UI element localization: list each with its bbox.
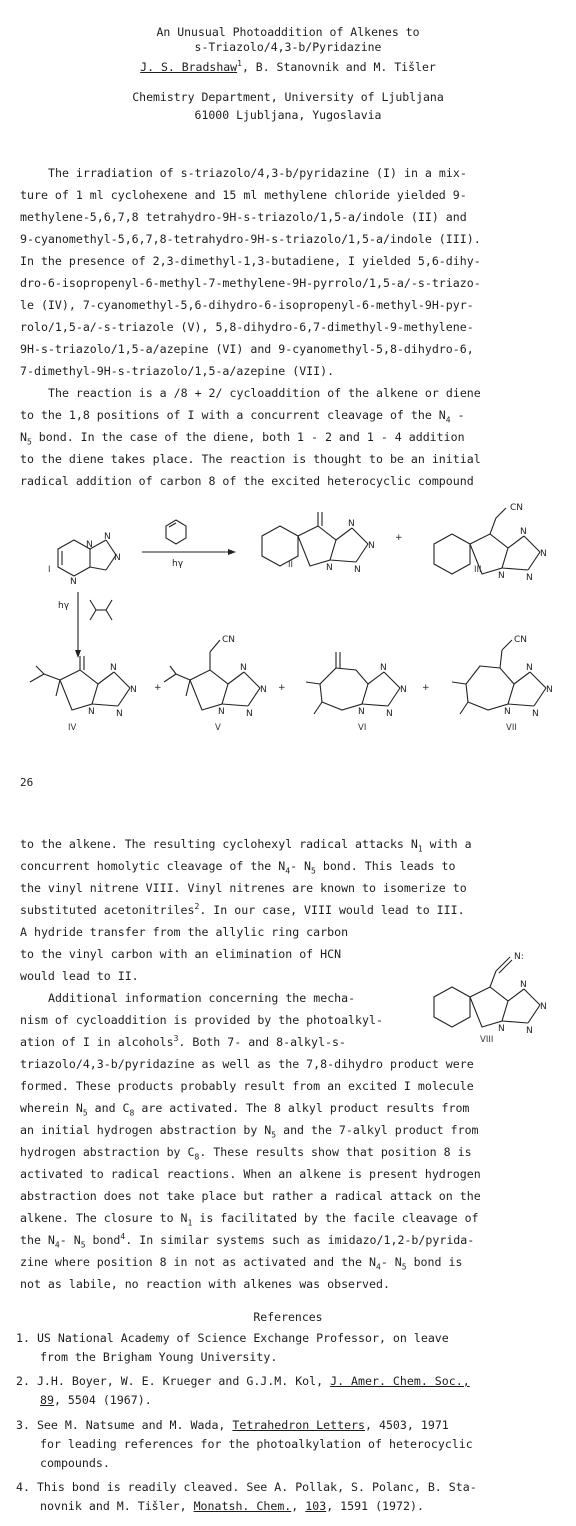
reference-2: 2. J.H. Boyer, W. E. Krueger and G.J.M. Kol, J. Amer. Chem. Soc.,: [16, 1374, 470, 1388]
paragraph-4-line: Additional information concerning the mecha-: [48, 991, 356, 1005]
paragraph-4-line: the $N_4-$ $N_5$ bond$^4$. In similar systems such as imidazo/1,2-b/pyrida-: [20, 1232, 475, 1250]
plus-sign: +: [422, 683, 430, 693]
paragraph-1-line: 9H-s-triazolo/1,5-a/azepine (VI) and 9-cyanomethyl-5,8-dihydro-6,: [20, 342, 474, 356]
structure-V: [164, 635, 267, 719]
svg-text:N: N: [218, 707, 225, 717]
svg-text:CN: CN: [222, 635, 236, 645]
svg-text:N: N: [116, 709, 123, 719]
svg-text:N: N: [546, 685, 553, 695]
paragraph-3-line: to the vinyl carbon with an elimination of HCN: [20, 947, 342, 961]
structure-III: [434, 503, 547, 583]
svg-text:N: N: [504, 707, 511, 717]
svg-text:N: N: [130, 685, 137, 695]
svg-text:N: N: [70, 577, 77, 587]
reaction-arrow-1: [142, 520, 236, 569]
paragraph-4-line: hydrogen abstraction by $C_8$. These results show that position 8 is: [20, 1145, 472, 1162]
affiliation-line-1: Chemistry Department, University of Ljubljana: [132, 90, 444, 104]
author-1-footnote-mark: 1: [237, 59, 242, 69]
paragraph-4-line: alkene. The closure to $N_1$ is facilitated by the facile cleavage of: [20, 1211, 479, 1228]
svg-text:N: N: [114, 553, 121, 563]
paragraph-1-line: The irradiation of s-triazolo/4,3-b/pyridazine (I) in a mix-: [48, 166, 467, 180]
paragraph-1-line: le (IV), 7-cyanomethyl-5,6-dihydro-6-isopropenyl-6-methyl-9H-pyr-: [20, 298, 474, 312]
compound-label-VI: VI: [358, 723, 367, 733]
paragraph-1-line: dro-6-isopropenyl-6-methyl-7-methylene-9H-pyrrolo/1,5-a/-s-triazo-: [20, 276, 481, 290]
svg-text:N: N: [260, 685, 267, 695]
paragraph-4-line: nism of cycloaddition is provided by the photoalkyl-: [20, 1013, 383, 1027]
paragraph-4-line: abstraction does not take place but rather a radical attack on the: [20, 1189, 481, 1203]
paragraph-4-line: ation of I in alcohols$^3$. Both 7- and 8-alkyl-s-: [20, 1034, 346, 1049]
svg-text:CN: CN: [514, 635, 528, 645]
paragraph-2-line: to the diene takes place. The reaction is thought to be an initial: [20, 452, 481, 466]
svg-text:N: N: [532, 709, 539, 719]
paragraph-4-line: activated to radical reactions. When an alkene is present hydrogen: [20, 1167, 481, 1181]
compound-label-VIII: VIII: [480, 1035, 494, 1045]
svg-text:N: N: [110, 663, 117, 673]
affiliation-line-2: 61000 Ljubljana, Yugoslavia: [194, 108, 382, 122]
paragraph-1-line: 9-cyanomethyl-5,6,7,8-tetrahydro-9H-s-triazolo/1,5-a/indole (III).: [20, 232, 481, 246]
paragraph-1-line: ture of 1 ml cyclohexene and 15 ml methylene chloride yielded 9-: [20, 188, 467, 202]
svg-text:N: N: [540, 1002, 547, 1012]
paragraph-1-line: 7-dimethyl-9H-s-triazolo/1,5-a/azepine (VII).: [20, 364, 335, 378]
paragraph-1-line: methylene-5,6,7,8 tetrahydro-9H-s-triazolo/1,5-a/indole (II) and: [20, 210, 467, 224]
svg-text:N: N: [358, 707, 365, 717]
svg-text:N: N: [86, 540, 93, 550]
svg-text:N: N: [368, 541, 375, 551]
svg-text:hγ: hγ: [58, 601, 70, 611]
paragraph-2-line: to the 1,8 positions of I with a concurrent cleavage of the $N_4$ -: [20, 408, 465, 425]
svg-text:N: N: [526, 1026, 533, 1035]
page-number: 26: [20, 776, 34, 789]
paragraph-4-line: not as labile, no reaction with alkenes was observed.: [20, 1277, 390, 1291]
svg-text:N: N: [246, 709, 253, 719]
authors-rest: , B. Stanovnik and M. Tišler: [241, 60, 436, 74]
svg-text:N: N: [526, 573, 533, 583]
author-1: J. S. Bradshaw: [140, 60, 238, 74]
reference-4: 4. This bond is readily cleaved. See A. Pollak, S. Polanc, B. Sta-: [16, 1480, 477, 1494]
paragraph-2-line: The reaction is a /8 + 2/ cycloaddition of the alkene or diene: [48, 386, 481, 400]
compound-label-IV: IV: [68, 723, 77, 733]
compound-label-III: III: [474, 565, 482, 575]
svg-text:N: N: [540, 549, 547, 559]
paragraph-3-line: substituted acetonitriles$^2$. In our case, VIII would lead to III.: [20, 902, 465, 917]
reference-1-cont: from the Brigham Young University.: [40, 1350, 278, 1364]
svg-text:N: N: [104, 532, 111, 542]
structure-II: [262, 512, 375, 575]
paragraph-2-line: $N_5$ bond. In the case of the diene, both 1 - 2 and 1 - 4 addition: [20, 430, 465, 447]
paragraph-1-line: rolo/1,5-a/-s-triazole (V), 5,8-dihydro-6,7-dimethyl-9-methylene-: [20, 320, 474, 334]
reaction-arrow-2: [58, 592, 112, 658]
reference-2-cont: 89, 5504 (1967).: [40, 1393, 152, 1407]
compound-label-V: V: [215, 723, 221, 733]
compound-label-I: I: [48, 565, 51, 575]
compound-label-VII: VII: [506, 723, 517, 733]
svg-text:N: N: [240, 663, 247, 673]
svg-text:N: N: [326, 563, 333, 573]
reference-3-cont: compounds.: [40, 1456, 110, 1470]
paragraph-3-line: to the alkene. The resulting cyclohexyl radical attacks $N_1$ with a: [20, 837, 472, 854]
reference-1: 1. US National Academy of Science Exchange Professor, on leave: [16, 1331, 449, 1345]
reference-3: 3. See M. Natsume and M. Wada, Tetrahedron Letters, 4503, 1971: [16, 1418, 449, 1432]
plus-sign: +: [154, 683, 162, 693]
reaction-scheme: [0, 500, 576, 755]
title-line-1: An Unusual Photoaddition of Alkenes to: [156, 25, 420, 39]
structure-VII: [452, 635, 553, 719]
paragraph-3-line: would lead to II.: [20, 969, 139, 983]
paragraph-3-line: concurrent homolytic cleavage of the $N_4-$ $N_5$ bond. This leads to: [20, 859, 456, 876]
paragraph-3-line: the vinyl nitrene VIII. Vinyl nitrenes are known to isomerize to: [20, 881, 467, 895]
svg-text:N: N: [520, 980, 527, 990]
paragraph-4-line: wherein $N_5$ and $C_8$ are activated. The 8 alkyl product results from: [20, 1101, 470, 1118]
paragraph-4-line: zine where position 8 in not as activated and the $N_4-$ $N_5$ bond is: [20, 1255, 463, 1272]
svg-text:N: N: [380, 663, 387, 673]
svg-text:N: N: [526, 663, 533, 673]
paragraph-1-line: In the presence of 2,3-dimethyl-1,3-butadiene, I yielded 5,6-dihy-: [20, 254, 481, 268]
paragraph-3-line: A hydride transfer from the allylic ring carbon: [20, 925, 349, 939]
svg-text:N:: N:: [514, 952, 524, 962]
structure-VI: [306, 652, 407, 719]
references-heading: References: [253, 1310, 323, 1324]
title-line-2: s-Triazolo/4,3-b/Pyridazine: [194, 40, 382, 54]
compound-label-II: II: [288, 560, 294, 570]
svg-text:N: N: [498, 1024, 505, 1034]
reference-3-cont: for leading references for the photoalkylation of heterocyclic: [40, 1437, 473, 1451]
paragraph-4-line: an initial hydrogen abstraction by $N_5$ and the 7-alkyl product from: [20, 1123, 479, 1140]
plus-sign: +: [278, 683, 286, 693]
svg-text:N: N: [348, 519, 355, 529]
svg-text:N: N: [386, 709, 393, 719]
plus-sign: +: [395, 533, 403, 543]
svg-text:N: N: [354, 565, 361, 575]
authors: [0, 60, 576, 74]
svg-text:N: N: [520, 527, 527, 537]
svg-text:N: N: [400, 685, 407, 695]
svg-text:N: N: [498, 571, 505, 581]
svg-text:N: N: [88, 707, 95, 717]
structure-IV: [30, 656, 137, 719]
paragraph-4-line: triazolo/4,3-b/pyridazine as well as the 7,8-dihydro product were: [20, 1057, 474, 1071]
svg-text:CN: CN: [510, 503, 524, 513]
structure-I: [58, 532, 121, 587]
reference-4-cont: novnik and M. Tišler, Monatsh. Chem., 103, 1591 (1972).: [40, 1499, 424, 1513]
svg-text:hγ: hγ: [172, 559, 184, 569]
paragraph-2-line: radical addition of carbon 8 of the excited heterocyclic compound: [20, 474, 474, 488]
paragraph-4-line: formed. These products probably result from an excited I molecule: [20, 1079, 474, 1093]
